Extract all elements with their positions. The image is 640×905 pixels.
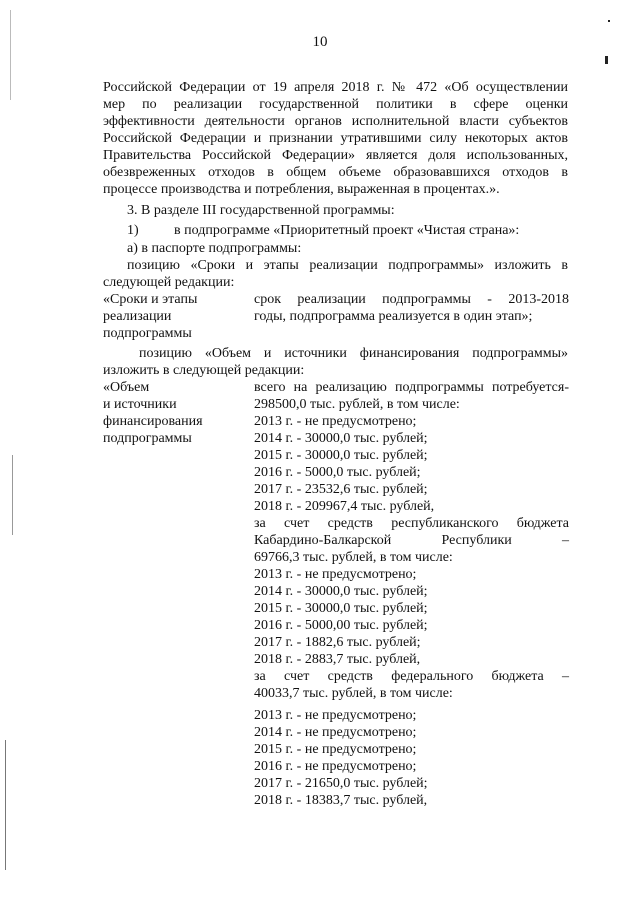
funding-value <box>254 379 569 809</box>
funding-total-line: всего на реализацию подпрограммы потребуется- <box>254 380 569 395</box>
funding-year-line: 2016 г. - 5000,0 тыс. рублей; <box>254 465 421 480</box>
scan-mark <box>10 10 11 100</box>
funding-year-line: 2015 г. - 30000,0 тыс. рублей; <box>254 448 428 463</box>
republic-year-line: 2013 г. - не предусмотрено; <box>254 567 417 582</box>
item-1-text: в подпрограмме «Приоритетный проект «Чистая страна»: <box>174 223 520 238</box>
republic-year-line: 2017 г. - 1882,6 тыс. рублей; <box>254 635 421 650</box>
federal-funding-line: 40033,7 тыс. рублей, в том числе: <box>254 686 453 701</box>
position-2-line: позицию «Объем и источники финансирования подпрограммы» <box>139 346 568 361</box>
scan-mark <box>608 20 610 22</box>
intro-line: мер по реализации государственной политики в сфере оценки <box>103 97 568 112</box>
terms-value-line: срок реализации подпрограммы - 2013-2018 <box>254 292 569 307</box>
intro-line: эффективности деятельности органов исполнительной власти субъектов <box>103 114 568 129</box>
federal-year-line: 2013 г. - не предусмотрено; <box>254 708 417 723</box>
funding-label-line: «Объем <box>103 380 150 395</box>
item-1-number: 1) <box>127 223 139 238</box>
funding-year-line: 2017 г. - 23532,6 тыс. рублей; <box>254 482 428 497</box>
federal-funding-line: за счет средств федерального бюджета – <box>254 669 569 684</box>
intro-line: Российской Федерации от 19 апреля 2018 г. № 472 «Об осуществлении <box>103 80 568 95</box>
federal-year-line: 2017 г. - 21650,0 тыс. рублей; <box>254 776 428 791</box>
page-number: 10 <box>312 34 328 50</box>
terms-label-line: «Сроки и этапы <box>103 292 198 307</box>
scan-mark <box>605 56 608 64</box>
item-3: 3. В разделе III государственной программы: <box>127 203 395 218</box>
republic-year-line: 2014 г. - 30000,0 тыс. рублей; <box>254 584 428 599</box>
funding-label-line: подпрограммы <box>103 431 192 446</box>
republic-year-line: 2018 г. - 2883,7 тыс. рублей, <box>254 652 421 667</box>
position-2-paragraph <box>103 345 568 379</box>
funding-year-line: 2014 г. - 30000,0 тыс. рублей; <box>254 431 428 446</box>
republic-funding-line: за счет средств республиканского бюджета <box>254 516 569 531</box>
funding-year-line: 2013 г. - не предусмотрено; <box>254 414 417 429</box>
republic-funding-line: Кабардино-Балкарской Республики – <box>254 533 569 548</box>
position-1-line: позицию «Сроки и этапы реализации подпрограммы» изложить в <box>127 258 568 273</box>
intro-line: обезвреженных отходов в общем объеме образовавшихся отходов в <box>103 165 568 180</box>
scan-mark <box>5 740 6 870</box>
republic-year-line: 2015 г. - 30000,0 тыс. рублей; <box>254 601 428 616</box>
terms-label-line: реализации <box>103 309 172 324</box>
funding-label <box>103 379 243 447</box>
funding-label-line: и источники <box>103 397 177 412</box>
funding-year-line: 2018 г. - 209967,4 тыс. рублей, <box>254 499 435 514</box>
federal-year-line: 2014 г. - не предусмотрено; <box>254 725 417 740</box>
terms-label <box>103 291 243 342</box>
terms-value-line: годы, подпрограмма реализуется в один этап»; <box>254 309 533 324</box>
republic-year-line: 2016 г. - 5000,00 тыс. рублей; <box>254 618 428 633</box>
item-a: а) в паспорте подпрограммы: <box>127 241 302 256</box>
federal-year-line: 2015 г. - не предусмотрено; <box>254 742 417 757</box>
position-2-line: изложить в следующей редакции: <box>103 363 305 378</box>
terms-label-line: подпрограммы <box>103 326 192 341</box>
republic-funding-line: 69766,3 тыс. рублей, в том числе: <box>254 550 453 565</box>
intro-line: процессе производства и потребления, выраженная в процентах.». <box>103 182 500 197</box>
funding-total-line: 298500,0 тыс. рублей, в том числе: <box>254 397 460 412</box>
intro-line: Правительства Российской Федерации» является доля использованных, <box>103 148 568 163</box>
funding-label-line: финансирования <box>103 414 203 429</box>
terms-value <box>254 291 569 325</box>
position-1-paragraph <box>103 257 568 291</box>
federal-year-line: 2016 г. - не предусмотрено; <box>254 759 417 774</box>
federal-year-line: 2018 г. - 18383,7 тыс. рублей, <box>254 793 428 808</box>
intro-line: Российской Федерации и признании утратившими силу некоторых актов <box>103 131 568 146</box>
scan-mark <box>12 455 13 535</box>
position-1-line: следующей редакции: <box>103 275 235 290</box>
intro-paragraph <box>103 79 568 198</box>
